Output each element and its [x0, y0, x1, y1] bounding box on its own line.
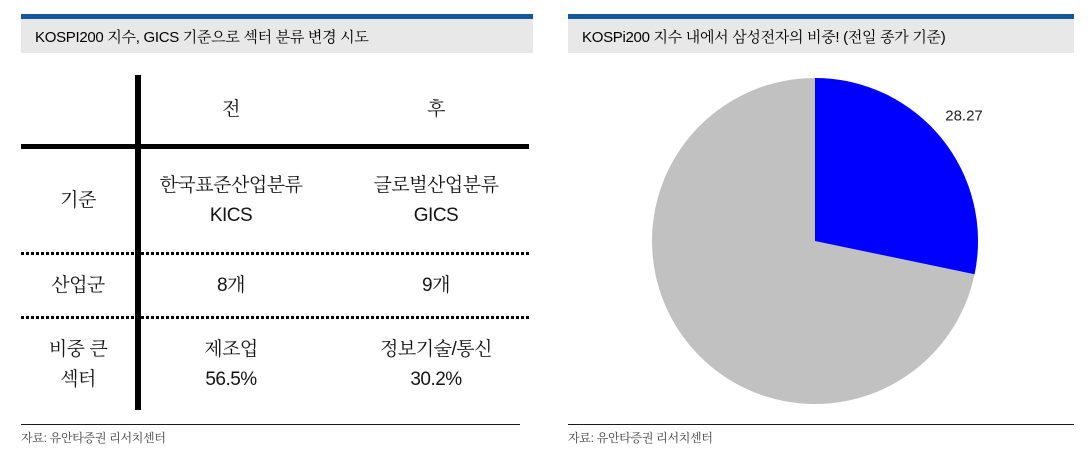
col-header-before-label: 전: [222, 98, 240, 120]
table-cell-industry-after: [343, 256, 529, 316]
industry-before-value: 8개: [217, 275, 245, 296]
table-row-label-largest-sector: [21, 319, 135, 410]
table-header-rule: [21, 144, 529, 149]
industry-after-value: 9개: [422, 275, 450, 296]
largest-sector-label-line2: 섹터: [60, 368, 96, 390]
pie-slice-value-label: 28.27: [945, 107, 983, 125]
basis-after-line1: 글로벌산업분류: [373, 174, 499, 196]
right-panel-title: KOSPi200 지수 내에서 삼성전자의 비중! (전일 종가 기준): [582, 28, 946, 46]
sector-after-line2: 30.2%: [410, 368, 462, 390]
sector-before-line2: 56.5%: [205, 368, 257, 390]
table-divider-vertical: [135, 75, 141, 410]
industry-groups-label: 산업군: [51, 275, 105, 296]
table-cell-sector-before: [141, 319, 321, 410]
col-header-after-label: 후: [427, 98, 445, 120]
table-col-header-after: [343, 75, 529, 144]
right-source-text: 자료: 유안타증권 리서치센터: [568, 431, 713, 445]
left-source-text: 자료: 유안타증권 리서치센터: [21, 431, 166, 445]
table-cell-sector-after: [343, 319, 529, 410]
basis-before-line2: KICS: [209, 204, 253, 226]
comparison-table: [21, 75, 529, 410]
table-col-header-before: [141, 75, 321, 144]
table-dotted-rule-1: [21, 252, 529, 255]
basis-after-line2: GICS: [413, 204, 459, 226]
table-cell-basis-after: [343, 149, 529, 252]
basis-before-line1: 한국표준산업분류: [159, 174, 303, 196]
row-basis-label: 기준: [60, 189, 96, 211]
table-cell-industry-before: [141, 256, 321, 316]
sector-before-line1: 제조업: [204, 338, 258, 360]
pie-chart: [652, 78, 978, 404]
right-panel-title-bar: [568, 14, 1074, 53]
sector-after-line1: 정보기술/통신: [380, 338, 492, 360]
pie-chart-svg: [652, 78, 978, 404]
largest-sector-label-line1: 비중 큰: [48, 338, 108, 360]
right-panel-pie-chart: [568, 0, 1074, 463]
right-source-rule: [568, 424, 1074, 425]
table-row-label-basis: [21, 149, 135, 252]
table-cell-basis-before: [141, 149, 321, 252]
table-dotted-rule-2: [21, 316, 529, 319]
left-panel-title: KOSPI200 지수, GICS 기준으로 섹터 분류 변경 시도: [35, 28, 369, 46]
left-source-rule: [21, 424, 520, 425]
left-panel-title-bar: [21, 14, 533, 53]
left-panel-sector-table: [21, 0, 533, 463]
table-row-label-industry-groups: [21, 256, 135, 316]
